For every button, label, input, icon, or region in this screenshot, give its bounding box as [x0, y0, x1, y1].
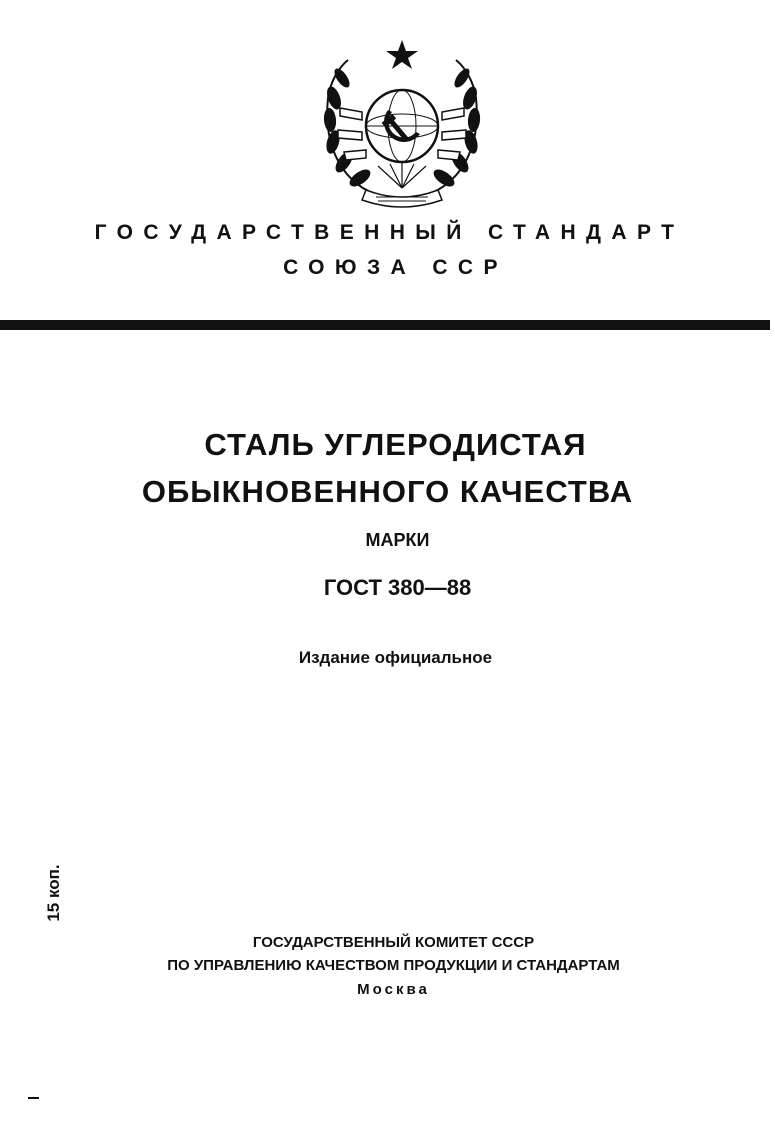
page-mark [28, 1097, 39, 1099]
price-text: 15 коп. [44, 864, 63, 922]
gost-number: ГОСТ 380—88 [323, 575, 472, 600]
publisher-line2: ПО УПРАВЛЕНИЮ КАЧЕСТВОМ ПРОДУКЦИИ И СТАНДАРТАМ [167, 957, 620, 974]
ussr-coat-of-arms-icon [318, 38, 486, 210]
publisher-city: Москва [357, 981, 430, 998]
document-subtitle: МАРКИ [365, 530, 430, 550]
publisher-line1: ГОСУДАРСТВЕННЫЙ КОМИТЕТ СССР [252, 934, 535, 951]
edition-note: Издание официальное [298, 648, 493, 667]
standard-heading-line1: ГОСУДАРСТВЕННЫЙ СТАНДАРТ [94, 221, 685, 244]
standard-heading-line2: СОЮЗА ССР [283, 256, 508, 279]
document-title-line2: ОБЫКНОВЕННОГО КАЧЕСТВА [141, 474, 634, 509]
document-title-line1: СТАЛЬ УГЛЕРОДИСТАЯ [204, 427, 587, 462]
horizontal-rule [0, 320, 770, 330]
